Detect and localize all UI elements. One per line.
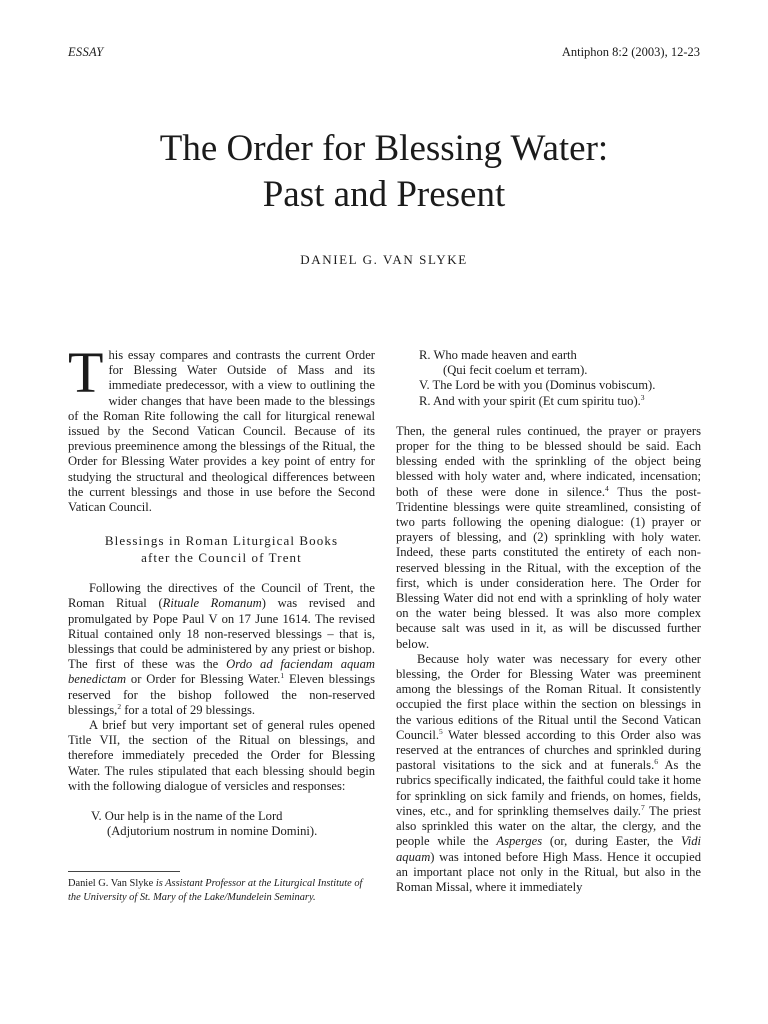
text-run: R. And with your spirit (Et cum spiritu tuo). <box>419 393 641 408</box>
title-line-1: The Order for Blessing Water: <box>159 128 609 169</box>
paragraph-general-rules: A brief but very important set of general rules opened Title VII, the section of the Ritual on blessings, and therefore immediately preceded the Order for Blessing Water. The rules stipulated that each blessing should begin with the following dialogue of versicles and responses: <box>68 718 375 793</box>
versicle-dialogue <box>68 809 375 839</box>
left-column <box>68 340 376 839</box>
text-run: Thus the post-Tridentine blessings were quite streamlined, consisting of two parts following the opening dialogue: (1) prayer or prayers of blessing, and (2) sprinkling with holy water. Indeed, these parts constituted the entirety of each non-reserved blessing in the Ritual, with the exception of the first, which is under consideration here. The Order for Blessing Water did not end with a sprinkling of holy water on the water being blessed. It was also more complex because salt was used in it, as will be discussed further below. <box>396 484 701 651</box>
section-heading-line-2: after the Council of Trent <box>141 549 302 565</box>
text-run: ) was intoned before High Mass. Hence it occupied an important place not only in the Ritual, but also in the Roman Missal, where it immediately <box>396 849 701 894</box>
footnote-marker: 2 <box>117 701 122 711</box>
response-latin: (Qui fecit coelum et terram). <box>443 363 588 378</box>
footnote-rule <box>68 871 180 872</box>
paragraph-holy-water <box>396 652 701 895</box>
text-run: The priest also sprinkled this water on the altar, the clergy, and the people while the <box>396 803 701 849</box>
text-run: As the rubrics specifically indicated, the faithful could take it home for sprinkling on sick family and friends, on homes, fields, vines, etc., and for sprinkling themselves daily. <box>396 758 701 818</box>
footnote-author: Daniel G. Van Slyke <box>68 878 154 889</box>
drop-cap: T <box>68 340 104 405</box>
citation: Antiphon 8:2 (2003), 12-23 <box>561 45 700 59</box>
text-run: or Order for Blessing Water. <box>126 672 281 687</box>
article-title <box>40 126 728 218</box>
text-run: ) was revised and promulgated by Pope Paul V on 17 June 1614. The revised Ritual contained only 18 non-reserved blessings – that is, blessings that could be administered by any priest or bishop. The first of these was the <box>68 596 376 672</box>
versicle-line: V. Our help is in the name of the Lord <box>91 809 283 824</box>
italic-run: Ordo ad faciendam aquam benedictam <box>68 657 375 687</box>
text-run: Then, the general rules continued, the prayer or prayers proper for the thing to be blessed should be said. Each blessing ended with the sprinkling of the object being blessed with holy water and, where indicated, incensation; both of these were done in silence. <box>396 423 701 499</box>
response-line <box>396 394 701 409</box>
section-heading <box>68 533 375 566</box>
footnote-marker: 5 <box>439 726 443 736</box>
intro-paragraph <box>68 340 375 515</box>
text-run: Eleven blessings reserved for the bishop followed the non-reserved blessings, <box>68 672 375 717</box>
italic-run: Vidi aquam <box>396 834 701 864</box>
response-line: R. Who made heaven and earth <box>419 348 577 362</box>
author-footnote <box>68 877 376 905</box>
author-byline: DANIEL G. VAN SLYKE <box>300 252 468 267</box>
footnote-text: is Assistant Professor at the Liturgical Institute of the University of St. Mary of the Lake/Mundelein Seminary. <box>68 878 363 903</box>
italic-run: Asperges <box>496 834 543 849</box>
footnote-marker: 4 <box>605 483 609 493</box>
running-header <box>68 44 700 60</box>
right-column <box>396 348 701 895</box>
text-run: Because holy water was necessary for every other blessing, the Order for Blessing Water was preeminent among the blessings of the Roman Ritual. It consistently occupied the first place within the section on blessings in the various editions of the Ritual until the Second Vatican Council. <box>396 651 701 742</box>
footnote-marker: 6 <box>654 757 658 767</box>
paragraph-roman-ritual <box>68 581 375 718</box>
section-label: ESSAY <box>68 45 104 59</box>
paragraph-general-rules-continued <box>396 424 701 652</box>
text-run: Following the directives of the Council of Trent, the Roman Ritual ( <box>68 581 375 611</box>
title-line-2: Past and Present <box>262 174 506 215</box>
italic-run: Rituale Romanum <box>162 596 262 611</box>
text-run: (or, during Easter, the <box>542 834 681 849</box>
versicle-line: V. The Lord be with you (Dominus vobiscum). <box>419 378 656 393</box>
versicle-latin: (Adjutorium nostrum in nomine Domini). <box>107 824 318 839</box>
section-heading-line-1: Blessings in Roman Liturgical Books <box>104 533 339 549</box>
response-dialogue <box>396 348 701 409</box>
footnote-marker: 3 <box>640 392 645 402</box>
intro-text: his essay compares and contrasts the current Order for Blessing Water Outside of Mass and its immediate predecessor, with a view to outlining the wider changes that have been made to the blessings of the Roman Rite following the call for liturgical renewal issued by the Second Vatican Council. Because of its previous preeminence among the blessings of the Ritual, the Order for Blessing Water provides a key point of entry for studying the structural and theological differences between the current blessings and those in use before the Second Vatican Council. <box>68 348 375 515</box>
footnote-marker: 7 <box>640 802 645 812</box>
text-run: Water blessed according to this Order also was reserved at the entrances of churches and sprinkled during pastoral visitations to the sick and at funerals. <box>396 727 701 773</box>
text-run: for a total of 29 blessings. <box>121 702 256 717</box>
footnote-marker: 1 <box>280 671 285 681</box>
